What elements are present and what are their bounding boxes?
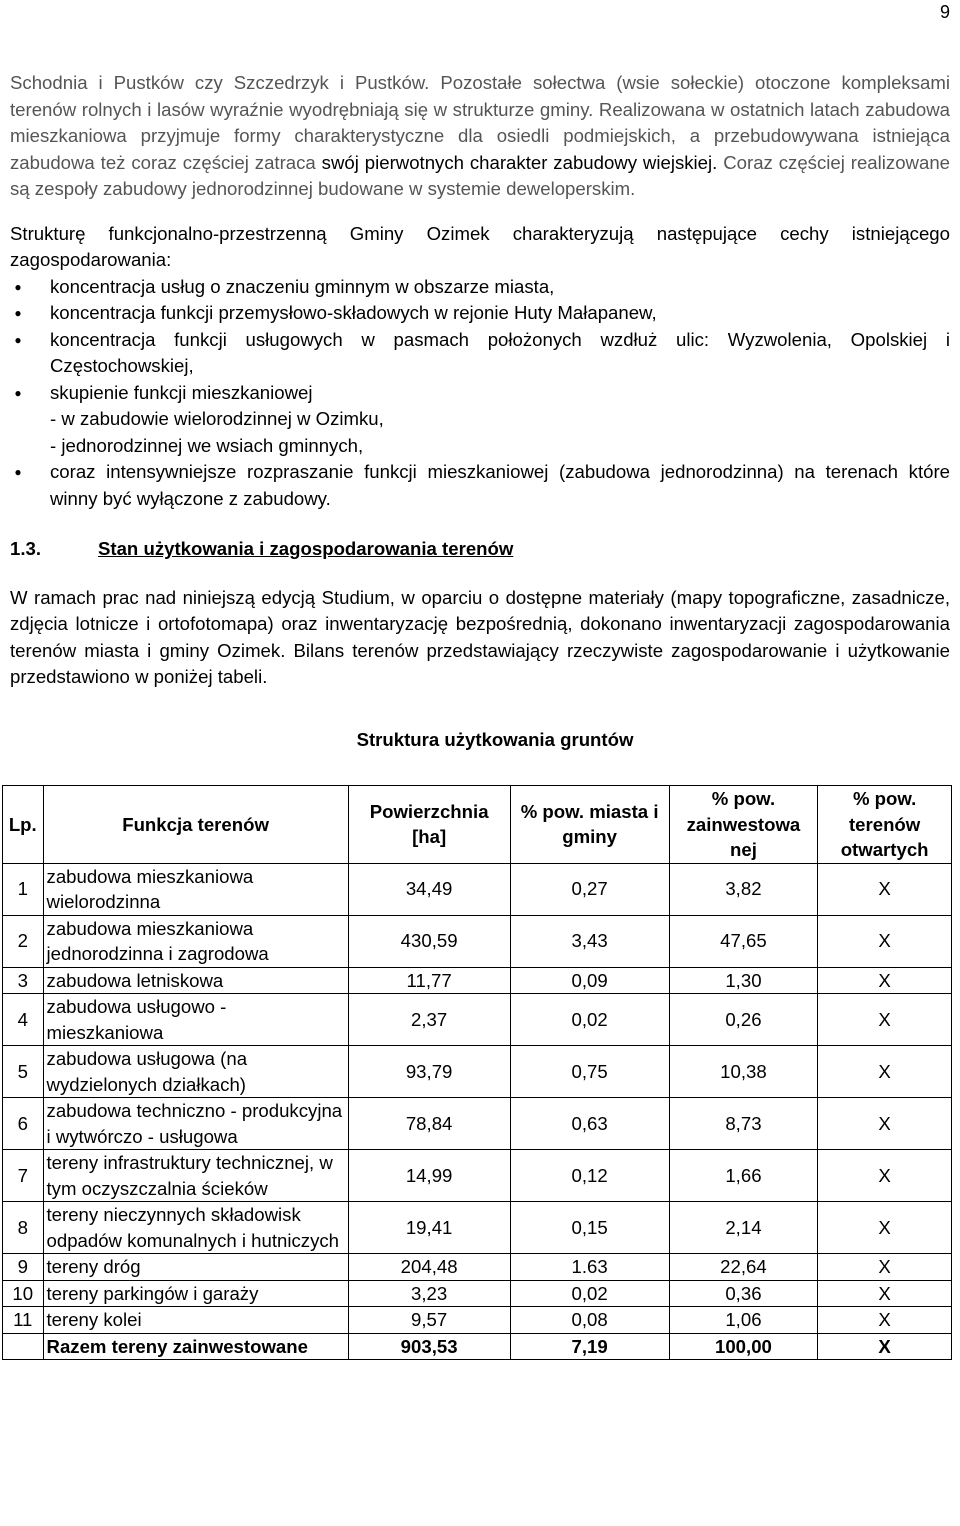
- section-number: 1.3.: [10, 538, 42, 559]
- cell-lp: 1: [3, 863, 44, 915]
- header-pct-city: % pow. miasta i gminy: [510, 786, 669, 864]
- cell-function: zabudowa techniczno - produkcyjna i wytwórczo - usługowa: [43, 1098, 348, 1150]
- cell-lp: 5: [3, 1046, 44, 1098]
- cell-function: zabudowa usługowo - mieszkaniowa: [43, 994, 348, 1046]
- bullet-icon: ●: [14, 279, 22, 294]
- cell-pct-open: X: [818, 1307, 952, 1334]
- cell-lp: 3: [3, 967, 44, 994]
- list-item: [10, 459, 950, 512]
- paragraph-1-part-1: Schodnia i Pustków czy Szczedrzyk i Pustków. Pozostałe sołectwa (wsie sołeckie) otoczone kompleksami terenów rolnych i lasów wyraźnie wyodrębniają się w strukturze gminy. Realizowana w ostatnich latach zabudowa mieszkaniowa przyjmuje formy charakterystyczne dla osiedli podmiejskich, a przebudowywana istniejąca zabudowa też coraz częściej zatraca: [10, 72, 950, 173]
- header-lp: Lp.: [3, 786, 44, 864]
- table-row: [3, 915, 952, 967]
- section-title: Stan użytkowania i zagospodarowania terenów: [98, 538, 514, 559]
- document-body: [10, 70, 950, 1360]
- cell-pct-open: X: [818, 863, 952, 915]
- header-area: Powierzchnia [ha]: [348, 786, 510, 864]
- cell-pct-open: X: [818, 1046, 952, 1098]
- cell-pct-built: 0,36: [669, 1280, 818, 1307]
- cell-pct-city: 0,02: [510, 1280, 669, 1307]
- header-pct-open: % pow. terenów otwartych: [818, 786, 952, 864]
- cell-area: 3,23: [348, 1280, 510, 1307]
- table-row: [3, 994, 952, 1046]
- cell-pct-built: 8,73: [669, 1098, 818, 1150]
- paragraph-1-black: swój pierwotnych charakter zabudowy wiejskiej.: [315, 151, 718, 173]
- cell-area: 93,79: [348, 1046, 510, 1098]
- cell-area: 78,84: [348, 1098, 510, 1150]
- cell-pct-open: X: [818, 1202, 952, 1254]
- table-row: [3, 1254, 952, 1281]
- cell-area: 14,99: [348, 1150, 510, 1202]
- table-row: [3, 1307, 952, 1334]
- cell-function: zabudowa usługowa (na wydzielonych działkach): [43, 1046, 348, 1098]
- list-item-text: coraz intensywniejsze rozpraszanie funkcji mieszkaniowej (zabudowa jednorodzinna) na terenach które winny być wyłączone z zabudowy.: [50, 461, 950, 509]
- cell-pct-city: 0,12: [510, 1150, 669, 1202]
- cell-pct-city: 0,15: [510, 1202, 669, 1254]
- cell-pct-built: 22,64: [669, 1254, 818, 1281]
- cell-function: zabudowa letniskowa: [43, 967, 348, 994]
- cell-area: 11,77: [348, 967, 510, 994]
- header-pct-built: % pow. zainwestowa nej: [669, 786, 818, 864]
- cell-total-area: 903,53: [348, 1333, 510, 1360]
- cell-pct-city: 0,02: [510, 994, 669, 1046]
- cell-pct-open: X: [818, 1098, 952, 1150]
- list-item: [10, 327, 950, 380]
- cell-total-pct-city: 7,19: [510, 1333, 669, 1360]
- land-use-table: [2, 785, 952, 1360]
- cell-lp: 4: [3, 994, 44, 1046]
- list-subitem: - jednorodzinnej we wsiach gminnych,: [50, 434, 364, 456]
- table-row: [3, 1280, 952, 1307]
- cell-pct-city: 0,63: [510, 1098, 669, 1150]
- cell-area: 430,59: [348, 915, 510, 967]
- list-item: [10, 380, 950, 460]
- cell-lp: 9: [3, 1254, 44, 1281]
- cell-pct-built: 1,06: [669, 1307, 818, 1334]
- list-item: [10, 274, 950, 301]
- cell-pct-built: 3,82: [669, 863, 818, 915]
- cell-pct-city: 0,27: [510, 863, 669, 915]
- page-number: 9: [939, 2, 950, 22]
- table-row: [3, 1150, 952, 1202]
- cell-function: tereny infrastruktury technicznej, w tym oczyszczalnia ścieków: [43, 1150, 348, 1202]
- cell-pct-city: 0,75: [510, 1046, 669, 1098]
- paragraph-2-intro: Strukturę funkcjonalno-przestrzenną Gminy Ozimek charakteryzują następujące cechy istniejącego zagospodarowania:: [10, 222, 950, 270]
- cell-lp: 6: [3, 1098, 44, 1150]
- cell-area: 34,49: [348, 863, 510, 915]
- cell-function: zabudowa mieszkaniowa wielorodzinna: [43, 863, 348, 915]
- feature-list: [10, 274, 950, 513]
- cell-pct-city: 1.63: [510, 1254, 669, 1281]
- paragraph-3: W ramach prac nad niniejszą edycją Studium, w oparciu o dostępne materiały (mapy topograficzne, zasadnicze, zdjęcia lotnicze i ortofotomapa) oraz inwentaryzację bezpośrednią, dokonano inwentaryzacji zagospodarowania terenów miasta i gminy Ozimek. Bilans terenów przedstawiający rzeczywiste zagospodarowanie i użytkowanie przedstawiono w poniżej tabeli.: [10, 586, 950, 687]
- table-row: [3, 1202, 952, 1254]
- cell-total-label: Razem tereny zainwestowane: [43, 1333, 348, 1360]
- table-row: [3, 863, 952, 915]
- bullet-icon: ●: [14, 332, 22, 347]
- cell-function: tereny dróg: [43, 1254, 348, 1281]
- cell-total-pct-built: 100,00: [669, 1333, 818, 1360]
- list-item-text: koncentracja usług o znaczeniu gminnym w obszarze miasta,: [50, 275, 555, 297]
- table-row: [3, 1098, 952, 1150]
- cell-function: zabudowa mieszkaniowa jednorodzinna i zagrodowa: [43, 915, 348, 967]
- paragraph-1-part-2: Coraz częściej realizowane są zespoły zabudowy jednorodzinnej budowane w systemie deweloperskim.: [10, 151, 950, 199]
- cell-pct-built: 0,26: [669, 994, 818, 1046]
- list-item-text: koncentracja funkcji usługowych w pasmach położonych wzdłuż ulic: Wyzwolenia, Opolskiej i Częstochowskiej,: [50, 328, 950, 376]
- cell-pct-built: 10,38: [669, 1046, 818, 1098]
- section-heading: [10, 536, 950, 563]
- cell-function: tereny nieczynnych składowisk odpadów komunalnych i hutniczych: [43, 1202, 348, 1254]
- cell-lp: 7: [3, 1150, 44, 1202]
- bullet-icon: ●: [14, 465, 22, 479]
- cell-area: 2,37: [348, 994, 510, 1046]
- table-row: [3, 1046, 952, 1098]
- cell-function: tereny parkingów i garaży: [43, 1280, 348, 1307]
- cell-pct-open: X: [818, 1254, 952, 1281]
- cell-pct-open: X: [818, 1150, 952, 1202]
- cell-pct-built: 47,65: [669, 915, 818, 967]
- cell-lp-empty: [3, 1333, 44, 1360]
- cell-pct-open: X: [818, 994, 952, 1046]
- cell-pct-built: 1,30: [669, 967, 818, 994]
- bullet-icon: ●: [14, 385, 22, 400]
- bullet-icon: ●: [14, 306, 22, 320]
- header-function: Funkcja terenów: [43, 786, 348, 864]
- list-subitem: - w zabudowie wielorodzinnej w Ozimku,: [50, 408, 384, 429]
- cell-area: 204,48: [348, 1254, 510, 1281]
- list-item-text: skupienie funkcji mieszkaniowej: [50, 381, 313, 403]
- cell-pct-built: 1,66: [669, 1150, 818, 1202]
- cell-pct-open: X: [818, 915, 952, 967]
- table-title: Struktura użytkowania gruntów: [356, 728, 634, 750]
- cell-pct-city: 3,43: [510, 915, 669, 967]
- cell-lp: 2: [3, 915, 44, 967]
- cell-pct-open: X: [818, 1280, 952, 1307]
- cell-area: 19,41: [348, 1202, 510, 1254]
- cell-lp: 10: [3, 1280, 44, 1307]
- list-item-text: koncentracja funkcji przemysłowo-składowych w rejonie Huty Małapanew,: [50, 302, 657, 323]
- cell-area: 9,57: [348, 1307, 510, 1334]
- table-header-row: [3, 786, 952, 864]
- cell-function: tereny kolei: [43, 1307, 348, 1334]
- cell-total-pct-open: X: [818, 1333, 952, 1360]
- cell-pct-city: 0,08: [510, 1307, 669, 1334]
- list-item: [10, 300, 950, 327]
- table-row: [3, 967, 952, 994]
- paragraph-1: [10, 70, 950, 203]
- cell-pct-open: X: [818, 967, 952, 994]
- cell-pct-built: 2,14: [669, 1202, 818, 1254]
- cell-pct-city: 0,09: [510, 967, 669, 994]
- cell-lp: 8: [3, 1202, 44, 1254]
- table-total-row: [3, 1333, 952, 1360]
- cell-lp: 11: [3, 1307, 44, 1334]
